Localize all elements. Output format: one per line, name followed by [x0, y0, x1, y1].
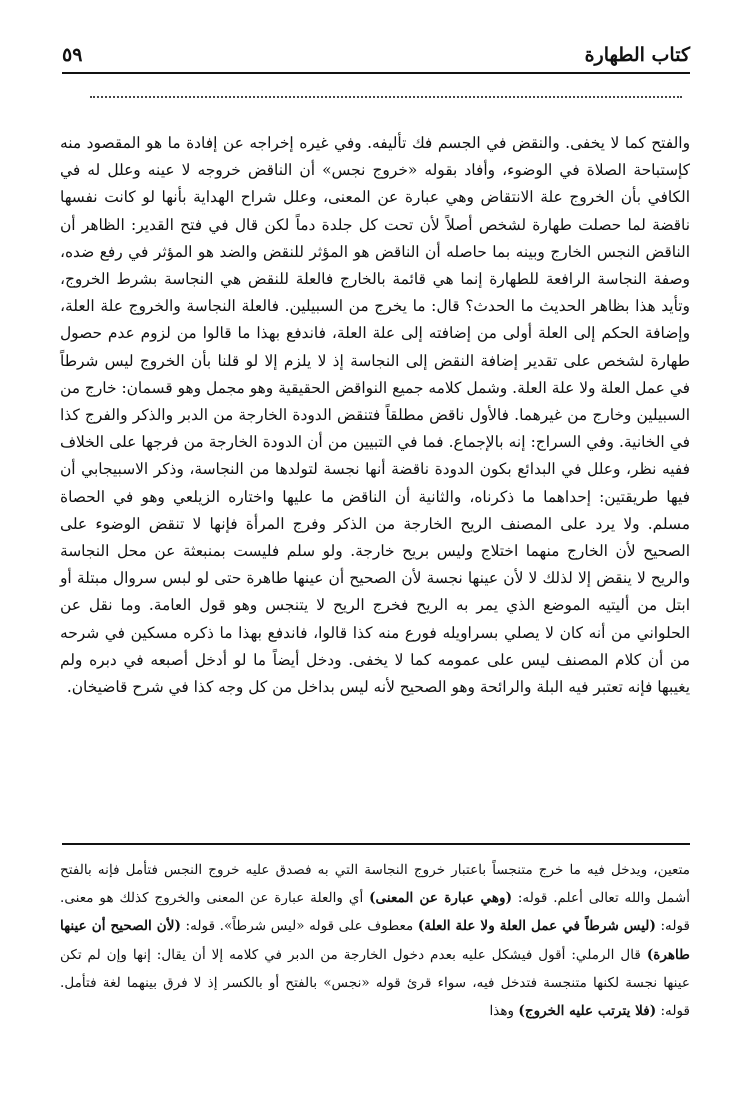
header-rule: [62, 72, 690, 74]
footnotes-section: [60, 856, 690, 1025]
footnote-segment: أي والعلة عبارة عن المعنى والخروج كذلك هو معنى. قوله:: [60, 890, 690, 935]
footnote-quoted-phrase: (وهي عبارة عن المعنى): [369, 890, 512, 907]
page-number: ٥٩: [62, 44, 83, 66]
main-body-text: [60, 130, 690, 701]
footnote-rule: [62, 843, 690, 845]
footnote-segment: قال الرملي: أقول فيشكل عليه بعدم دخول الخارجة من الدبر في كلامه إلا أن يقال: إنها وإن لم تكن عينها نجسة لكنها متنجسة فتدخل فيه، سواء قرئ قوله «نجس» بالفتح أو بالكسر إذ لا فرق بينهما لغة فتأمل. قوله:: [60, 946, 690, 1020]
footnote-segment: معطوف على قوله «ليس شرطاً». قوله:: [180, 918, 418, 935]
footnote-segment: وهذا: [489, 1003, 519, 1020]
footnote-segment: متعين، ويدخل فيه ما خرج متنجساً باعتبار خروج النجاسة التي به فصدق عليه خروج النجس فتأمل فإنه بالفتح أشمل والله تعالى أعلم. قوله:: [60, 862, 690, 907]
main-paragraph: والفتح كما لا يخفى. والنقض في الجسم فك تأليفه. وفي غيره إخراجه عن إفادة ما هو المقصود منه كإستباحة الصلاة في الوضوء، وأفاد بقوله «خروج نجس» أن الناقض خروجه لا عينه وعلل له في الكافي بأن الخروج علة الانتقاض وهي عبارة عن المعنى، وعلل شراح الهداية بأنها لو كانت نفسها ناقضة لما حصلت طهارة لشخص أصلاً لأن تحت كل جلدة دماً لكن قال في فتح القدير: الظاهر أن الناقض النجس الخارج وبينه بما حاصله أن الناقض هو المؤثر للنقض والضد هو المؤثر في رفع ضده، وصفة النجاسة الرافعة للطهارة إنما هي قائمة بالخارج فالعلة للنقض هي النجاسة بشرط الخروج، وتأيد هذا بظاهر الحديث ما الحدث؟ قال: ما يخرج من السبيلين. فالعلة النجاسة والخروج علة العلة، وإضافة الحكم إلى العلة أولى من إضافته إلى علة العلة، فاندفع بهذا ما قالوا من لزوم عدم حصول طهارة لشخص على تقدير إضافة النقض إلى النجاسة إذ لا يلزم إلا لو قلنا بأن الخروج ليس شرطاً في عمل العلة ولا علة العلة. وشمل كلامه جميع النواقض الحقيقية وهو مجمل وهو قسمان: خارج من السبيلين وخارج من غيرهما. فالأول ناقض مطلقاً فتنقض الدودة الخارجة من الدبر والذكر والفرج كذا في الخانية. وفي السراج: إنه بالإجماع. فما في التبيين من أن الدودة الخارجة من فرجها على الخلاف ففيه نظر، وعلل في البدائع بكون الدودة ناقضة أنها نجسة لتولدها من النجاسة، وذكر الاسبيجابي أن فيها طريقتين: إحداهما ما ذكرناه، والثانية أن الناقض ما عليها واختاره الزيلعي وهو في الحصاة مسلم. ولا يرد على المصنف الريح الخارجة من الذكر وفرج المرأة فإنها لا تنقض الوضوء على الصحيح لأن الخارج منهما اختلاج وليس بريح خارجة. ولو سلم فليست بمنبعثة عن محل النجاسة والريح لا ينقض إلا لذلك لا لأن عينها نجسة لأن الصحيح أن عينها طاهرة حتى لو لبس سروال مبتلة أو ابتل من أليتيه الموضع الذي يمر به الريح فخرج الريح لا يتنجس وهو قول العامة. وما نقل عن الحلواني من أنه كان لا يصلي بسراويله فورع منه كذا قالوا، فاندفع بهذا ما ذكره مسكين في شرحه من أن كلام المصنف ليس على عمومه كما لا يخفى. ودخل أيضاً ما لو أدخل أصبعه في دبره ولم يغيبها فإنه تعتبر فيه البلة والرائحة وهو الصحيح لأنه ليس بداخل من كل وجه كذا في شرح قاضيخان.: [60, 134, 690, 697]
dotted-separator: [90, 96, 682, 98]
running-title: كتاب الطهارة: [584, 44, 690, 66]
footnote-quoted-phrase: (فلا يترتب عليه الخروج): [518, 1003, 657, 1020]
footnote-paragraph: [60, 856, 690, 1025]
page-header: [62, 40, 690, 74]
footnote-quoted-phrase: (ليس شرطاً في عمل العلة ولا علة العلة): [417, 918, 656, 935]
footnote-quoted-phrase: (لأن الصحيح أن عينها طاهرة): [60, 918, 690, 963]
